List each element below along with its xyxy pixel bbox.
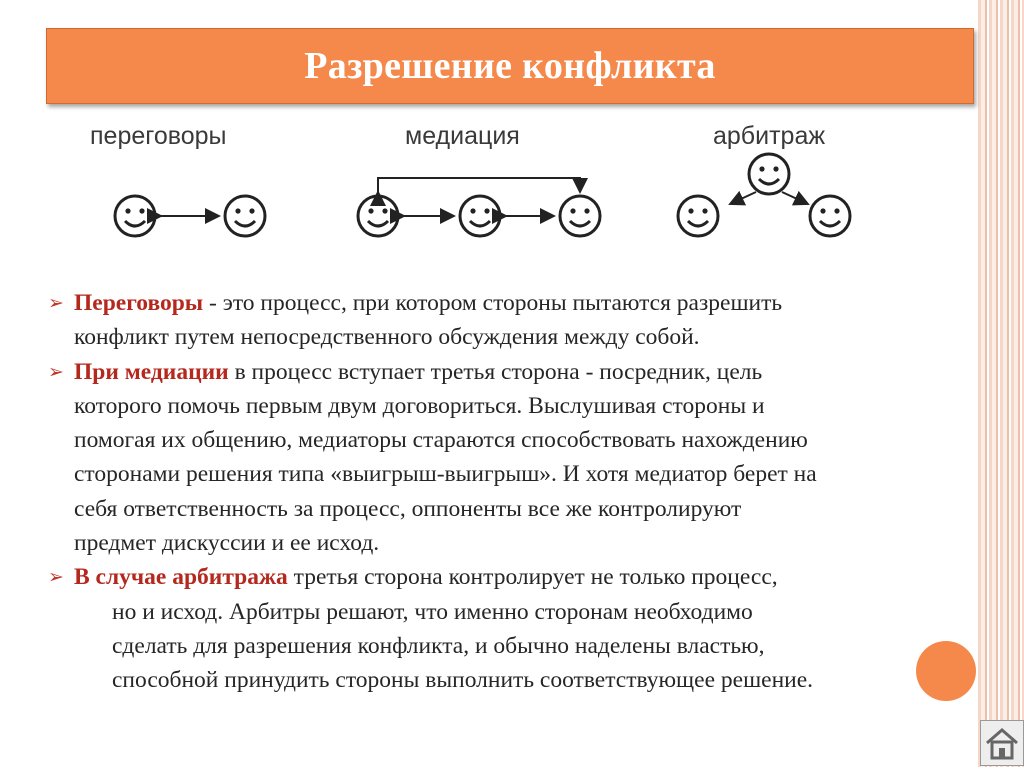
term: При медиации bbox=[74, 358, 229, 385]
arrow-bullet-icon: ➢ bbox=[48, 566, 64, 589]
list-item: ➢ При медиации в процесс вступает третья сторона - посредник, цель которого помочь первым двум договориться. Выслушивая стороны и помогая их общению, медиаторы стараются способствовать нахождению сторонами решения типа «выигрыш-выигрыш». И хотя медиатор берет на себя ответственность за процесс, оппоненты все же контролируют предмет дискуссии и ее исход. bbox=[48, 355, 978, 561]
home-button[interactable] bbox=[980, 720, 1024, 766]
diagram-graphics bbox=[80, 120, 900, 250]
smiley-icon bbox=[358, 196, 398, 236]
slide-title: Разрешение конфликта bbox=[304, 45, 716, 87]
smiley-icon bbox=[749, 154, 789, 194]
decorative-stripes bbox=[978, 0, 1024, 767]
term: Переговоры bbox=[74, 290, 204, 316]
smiley-icon bbox=[678, 196, 718, 236]
arrow-icon bbox=[782, 192, 808, 204]
smiley-icon bbox=[225, 196, 265, 236]
list-item: ➢ В случае арбитража третья сторона контролирует не только процесс, но и исход. Арбитры решают, что именно сторонам необходимо сделать для разрешения конфликта, и обычно наделены властью, способной принудить стороны выполнить соответствующее решение. bbox=[48, 560, 978, 697]
home-icon bbox=[981, 721, 1023, 765]
smiley-icon bbox=[810, 196, 850, 236]
bullet-list bbox=[48, 286, 978, 698]
smiley-icon bbox=[460, 196, 500, 236]
smiley-icon bbox=[560, 196, 600, 236]
conflict-diagram bbox=[80, 120, 900, 250]
title-bar bbox=[46, 28, 974, 104]
smiley-icon bbox=[115, 196, 155, 236]
arrow-bullet-icon: ➢ bbox=[48, 360, 64, 383]
arrow-icon bbox=[730, 192, 756, 204]
label-mediation: медиация bbox=[405, 122, 520, 150]
list-item: ➢ Переговоры - это процесс, при котором стороны пытаются разрешить конфликт путем непосредственного обсуждения между собой. bbox=[48, 286, 978, 355]
term: В случае арбитража bbox=[74, 564, 288, 591]
mediation-bracket-arrow bbox=[378, 178, 580, 192]
label-arbitration: арбитраж bbox=[713, 122, 826, 150]
label-negotiation: переговоры bbox=[90, 122, 227, 150]
arrow-bullet-icon: ➢ bbox=[48, 292, 64, 314]
decorative-circle bbox=[916, 641, 976, 701]
